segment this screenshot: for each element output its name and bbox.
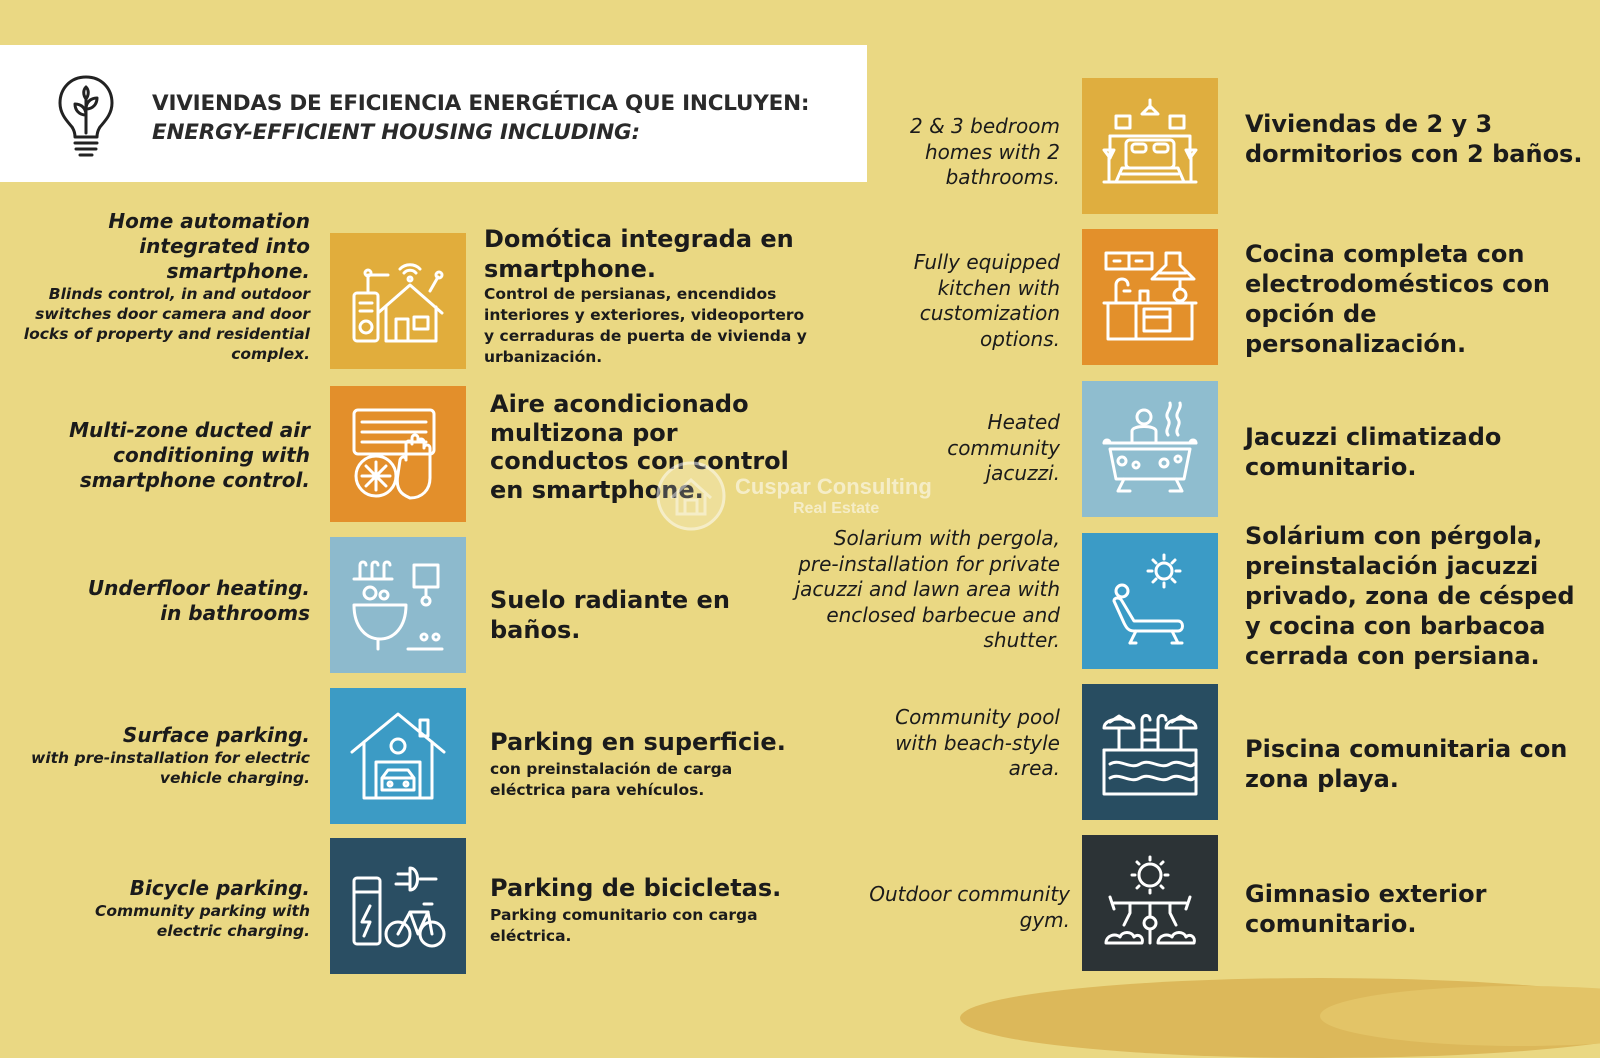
feature-title-en: 2 & 3 bedroom homes with 2 bathrooms. <box>910 114 1060 189</box>
bathtub-heating-icon <box>348 555 448 655</box>
feature-es-home-automation <box>484 224 814 368</box>
feature-tile-jacuzzi <box>1082 381 1218 517</box>
feature-title-en: Multi-zone ducted air conditioning with smartphone control. <box>69 418 310 492</box>
feature-en-surface-parking <box>30 723 310 788</box>
feature-en-kitchen <box>880 250 1060 352</box>
feature-title-en: Bicycle parking. <box>129 876 310 900</box>
feature-tile-bedrooms <box>1082 78 1218 214</box>
feature-title-en: Fully equipped kitchen with customization options. <box>913 250 1060 351</box>
feature-title-en: Outdoor community gym. <box>869 882 1070 932</box>
feature-title-es: Solárium con pérgola, preinstalación jacuzzi privado, zona de césped y cocina con barbacoa cerrada con persiana. <box>1245 522 1575 670</box>
feature-en-air-conditioning <box>60 418 310 493</box>
feature-es-gym <box>1245 879 1585 939</box>
feature-es-bicycle-parking <box>490 873 810 947</box>
air-conditioning-icon <box>348 404 448 504</box>
feature-tile-home-automation <box>330 233 466 369</box>
jacuzzi-icon <box>1100 399 1200 499</box>
watermark-name: Cuspar Consulting <box>735 474 932 499</box>
feature-detail-es: Parking comunitario con carga eléctrica. <box>490 906 758 945</box>
feature-detail-en: Community parking with electric charging. <box>94 902 310 940</box>
feature-es-kitchen <box>1245 239 1585 359</box>
feature-tile-air-conditioning <box>330 386 466 522</box>
feature-title-es: Jacuzzi climatizado comunitario. <box>1245 423 1502 481</box>
header-banner <box>0 45 867 182</box>
feature-en-home-automation <box>23 209 310 364</box>
electric-bicycle-icon <box>348 856 448 956</box>
garage-car-icon <box>348 706 448 806</box>
sunbed-icon <box>1100 551 1200 651</box>
feature-title-en: Surface parking. <box>122 723 310 747</box>
smart-home-icon <box>348 251 448 351</box>
feature-en-gym <box>860 882 1070 933</box>
feature-title-en: Heated community jacuzzi. <box>947 410 1060 485</box>
feature-title-en: Solarium with pergola, pre-installation for private jacuzzi and lawn area with enclosed barbecue and shutter. <box>794 526 1060 652</box>
feature-detail-es: Control de persianas, encendidos interiores y exteriores, videoportero y cerraduras de puerta de vivienda y urbanización. <box>484 285 807 366</box>
feature-title-en: Underfloor heating. in bathrooms <box>87 576 310 625</box>
page-subtitle: ENERGY-EFFICIENT HOUSING INCLUDING: <box>152 120 640 145</box>
outdoor-gym-icon <box>1100 853 1200 953</box>
bedroom-icon <box>1100 96 1200 196</box>
page-title: VIVIENDAS DE EFICIENCIA ENERGÉTICA QUE INCLUYEN: <box>152 91 810 116</box>
kitchen-icon <box>1100 247 1200 347</box>
feature-title-en: Home automation integrated into smartphone. <box>108 209 310 283</box>
feature-en-bedrooms <box>880 114 1060 191</box>
feature-title-es: Suelo radiante en baños. <box>490 586 730 644</box>
house-logo-icon <box>655 460 727 532</box>
feature-tile-surface-parking <box>330 688 466 824</box>
feature-en-pool <box>880 705 1060 782</box>
feature-en-bicycle-parking <box>30 876 310 941</box>
feature-title-es: Cocina completa con electrodomésticos con opción de personalización. <box>1245 240 1550 358</box>
pool-umbrella-icon <box>1100 702 1200 802</box>
watermark <box>655 460 955 535</box>
feature-es-underfloor-heating <box>490 585 790 645</box>
feature-title-es: Parking en superficie. <box>490 728 786 756</box>
feature-title-en: Community pool with beach-style area. <box>895 705 1060 780</box>
feature-tile-bicycle-parking <box>330 838 466 974</box>
feature-en-solarium <box>790 526 1060 654</box>
feature-es-jacuzzi <box>1245 422 1585 482</box>
feature-es-bedrooms <box>1245 109 1585 169</box>
feature-title-es: Viviendas de 2 y 3 dormitorios con 2 baños. <box>1245 110 1583 168</box>
feature-detail-en: with pre-installation for electric vehicle charging. <box>31 749 310 787</box>
feature-tile-gym <box>1082 835 1218 971</box>
feature-title-es: Aire acondicionado multizona por conductos con control en smartphone. <box>490 390 789 504</box>
feature-es-solarium <box>1245 521 1590 671</box>
feature-detail-en: Blinds control, in and outdoor switches door camera and door locks of property and residential complex. <box>23 285 310 363</box>
feature-tile-underfloor-heating <box>330 537 466 673</box>
feature-title-es: Gimnasio exterior comunitario. <box>1245 880 1487 938</box>
feature-es-surface-parking <box>490 727 810 801</box>
feature-tile-solarium <box>1082 533 1218 669</box>
feature-es-pool <box>1245 734 1585 794</box>
watermark-sub: Real Estate <box>793 500 880 517</box>
feature-en-underfloor-heating <box>60 576 310 626</box>
feature-tile-kitchen <box>1082 229 1218 365</box>
feature-detail-es: con preinstalación de carga eléctrica para vehículos. <box>490 760 733 799</box>
feature-title-es: Piscina comunitaria con zona playa. <box>1245 735 1568 793</box>
lightbulb-plant-icon <box>55 73 117 157</box>
feature-title-es: Domótica integrada en smartphone. <box>484 225 794 283</box>
feature-title-es: Parking de bicicletas. <box>490 874 782 902</box>
feature-tile-pool <box>1082 684 1218 820</box>
